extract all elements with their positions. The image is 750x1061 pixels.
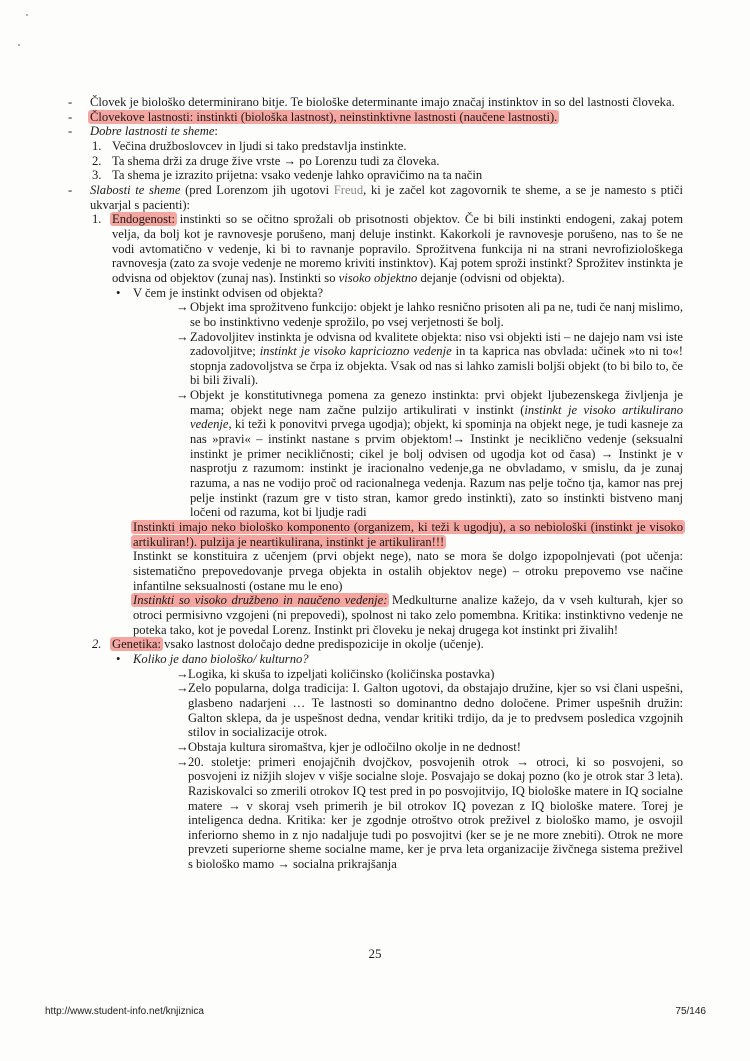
italic-text: instinkt je visoko artikulirano vedenje	[190, 402, 683, 432]
arrow-item	[68, 740, 683, 755]
text: dejanje (odvisni od objekta).	[417, 270, 565, 285]
dash-item	[68, 124, 683, 139]
arrow-item	[68, 681, 683, 740]
text: in ta kaprica nas obvlada: učinek »to ni to«! stopnja zadovoljstva se črpa iz objekta. Vsak od nas si lahko zamisli boljši objekt (to bi bilo to, če bi bili živali).	[190, 344, 683, 388]
text: Objekt je konstitutivnega pomena za genezo instinkta: prvi objekt ljubezenskega življenja je mama; objekt nege nam začne pulzijo artikulirati v instinkt (	[190, 388, 683, 417]
highlighted-italic-text: Instinkti so visoko družbeno in naučeno vedenje:	[133, 593, 388, 608]
arrow-icon: →	[176, 681, 189, 696]
footer-page-count: 75/146	[675, 1006, 706, 1017]
bullet-marker: •	[116, 651, 121, 666]
text: Zadovoljitev instinkta je odvisna od kvalitete objekta: niso vsi objekti isti – ne dajejo nam vsi iste zadovoljitve;	[190, 329, 683, 359]
italic-heading: Slabosti te sheme	[90, 182, 181, 197]
highlighted-text: Genetika:	[112, 637, 161, 652]
paragraph-highlighted	[68, 520, 683, 549]
dash-item	[68, 95, 683, 110]
text: 20. stoletje: primeri enojajčnih dvojčkov, posvojenih otrok → otroci, ki so posvojeni, so posvojeni iz nižjih slojev v višje socialne sloje. Posvajajo se dokaj pozno (ko je otrok star 3 leta). Raziskovalci so zmerili otrokov IQ test pred in po posvojitvijo, IQ biološke matere in IQ socialne matere → v skoraj vseh primerih je bil otrokov IQ povezan z IQ biološke matere. Torej je inteligenca dedna. Kritika: ker je zgodnje otroštvo otrok preživel z biološko mamo, je osvojil inferiorno shemo in z njo nadaljuje tudi po posvojitvi (ker se je ne more znebiti). Otrok ne more prevzeti superiorne sheme socialne mame, ker je prva leta organizacije živčnega sistema preživel s biološko mamo → socialna prikrajšanja	[188, 754, 683, 872]
text: , ki je začel kot zagovornik te sheme, a se je namesto s ptiči ukvarjal s pacienti):	[90, 182, 683, 212]
dash-marker: -	[68, 182, 73, 197]
text: :	[214, 124, 218, 139]
dash-marker: -	[68, 124, 73, 139]
arrow-item	[68, 300, 683, 329]
scan-speck	[18, 44, 20, 46]
arrow-icon: →	[176, 300, 189, 315]
document-page	[68, 95, 683, 872]
arrow-icon: →	[176, 388, 189, 403]
arrow-icon: →	[176, 739, 189, 754]
arrow-icon: →	[176, 329, 189, 344]
dash-item	[68, 183, 683, 212]
bullet-marker: •	[116, 285, 121, 300]
text: Logika, ki skuša to izpeljati količinsko (količinska postavka)	[188, 666, 495, 681]
dash-item-highlighted	[68, 110, 683, 125]
arrow-icon: →	[176, 666, 189, 681]
arrow-item	[68, 755, 683, 872]
numbered-item	[68, 212, 683, 285]
italic-heading: Dobre lastnosti te sheme	[90, 124, 215, 139]
italic-text: Koliko je dano biološko/ kulturno?	[133, 651, 309, 666]
arrow-item	[68, 667, 683, 682]
number: 2.	[92, 153, 102, 168]
text: V čem je instinkt odvisen od objekta?	[133, 285, 324, 300]
text: Zelo popularna, dolga tradicija: I. Galton ugotovi, da obstajajo družine, kjer so vsi člani uspešni, glasbeno nadarjeni … Te lastnosti so dominantno dedno določene. Primer uspešnih družin: Galton sklepa, da je uspešnost dedna, vendar kritiki trdijo, da je to predvsem posledica vzgojnih stilov in socializacije otrok.	[188, 681, 683, 740]
text: Večina družboslovcev in ljudi si tako predstavlja instinkte.	[112, 138, 407, 153]
text: Freud	[333, 182, 364, 197]
numbered-item	[68, 154, 683, 169]
text: Ta shema je izrazito prijetna: vsako vedenje lahko opravičimo na ta način	[112, 168, 483, 183]
scan-speck	[26, 14, 28, 16]
text: , ki teži k ponovitvi prvega ugodja); objekt, ki spominja na objekt nege, je tudi kasneje za nas »pravi« – instinkt nastane s prvim objektom!→ Instinkt je neciklično vedenje (seksualni instinkt je primer necikličnosti; cikel je bolj odvisen od ugodja kot od časa) → Instinkt je v nasprotju z razumom: instinkt je iracionalno vedenje,ga ne obvladamo, v smislu, da je zunaj razuma, a nas ne vodijo proč od racionalnega vedenja. Razum nas pelje točno tja, kamor nas prej pelje instinkt (razum gre v tisto stran, kamor gredo instinkti), zato so instinkti bistveno manj ločeni od razuma, kot bi ljudje radi	[190, 417, 683, 520]
number: 1.	[92, 138, 102, 153]
bullet-item	[68, 286, 683, 301]
paragraph	[68, 593, 683, 637]
arrow-icon: →	[176, 754, 189, 769]
text: (pred Lorenzom jih ugotovi	[180, 182, 334, 197]
numbered-item	[68, 168, 683, 183]
highlighted-text: Človekove lastnosti: instinkti (biološka lastnost), neinstinktivne lastnosti (naučene lastnosti).	[90, 109, 558, 124]
number: 3.	[92, 168, 102, 183]
numbered-item	[68, 637, 683, 652]
text: Ta shema drži za druge žive vrste → po Lorenzu tudi za človeka.	[112, 153, 440, 168]
italic-text: instinkt je visoko kapriciozno vedenje	[259, 344, 452, 359]
text: Medkulturne analize kažejo, da v vseh kulturah, kjer so otroci permisivno vzgojeni (ni prepovedi), spolnost ni tako zelo pomembna. Kritika: instinktivno vedenje ne poteka tako, kot je povedal Lorenz. Instinkt pri človeku je nekaj drugega kot instinkt pri živalih!	[133, 593, 683, 637]
highlighted-text: Endogenost:	[112, 212, 175, 227]
numbered-item	[68, 139, 683, 154]
dash-marker: -	[68, 95, 73, 109]
text: Objekt ima sprožitveno funkcijo: objekt je lahko resnično prisoten ali pa ne, tudi če nanj mislimo, se bo instinktivno vedenje sprožilo, po vsej verjetnosti še bolj.	[190, 300, 683, 329]
bullet-item	[68, 652, 683, 667]
dash-marker: -	[68, 109, 73, 124]
number: 1.	[92, 212, 102, 227]
paragraph	[68, 549, 683, 593]
text: Obstaja kultura siromaštva, kjer je odločilno okolje in ne dednost!	[188, 739, 521, 754]
arrow-item	[68, 388, 683, 520]
text: Človek je biološko determinirano bitje. Te biološke determinante imajo značaj instinktov in so del lastnosti človeka.	[90, 95, 675, 109]
text: Instinkt se konstituira z učenjem (prvi objekt nege), nato se mora še dolgo izpopolnjevati (pot učenja: sistematično prepovedovanje prvega objekta in ostalih objektov nege) – otroku prepovemo vse načine infantilne seksualnosti (ostane mu le eno)	[133, 549, 683, 593]
text: vsako lastnost določajo dedne predispozicije in okolje (učenje).	[160, 637, 484, 652]
italic-text: visoko objektno	[338, 270, 418, 285]
number: 2.	[92, 637, 102, 652]
text: instinkti so se očitno sprožali ob prisotnosti objektov. Če bi bili instinkti endogeni, zakaj potem velja, da bolj kot je ravnovesje porušeno, manj deluje instinkt. Kakorkoli je ravnovesje porušeno, nas to še ne vodi avtomatično v vedenje, ki bi to ravnanje popravilo. Sprožitvena funkcija ni na strani nevrofiziološkega ravnovesja (zato za svoje vedenje ne moremo kriviti instinktov). Kaj potem sproži instinkt? Sprožitev instinkta je odvisna od objektov (zunaj nas). Instinkti so	[112, 212, 683, 285]
arrow-item	[68, 330, 683, 389]
highlighted-text: Instinkti imajo neko biološko komponento (organizem, ki teži k ugodju), a so nebiološki (instinkt je visoko artikuliran!). pulzija je neartikulirana, instinkt je artikuliran!!!	[133, 520, 683, 549]
page-number: 25	[368, 946, 382, 961]
footer-url-link[interactable]: http://www.student-info.net/knjiznica	[45, 1006, 204, 1017]
